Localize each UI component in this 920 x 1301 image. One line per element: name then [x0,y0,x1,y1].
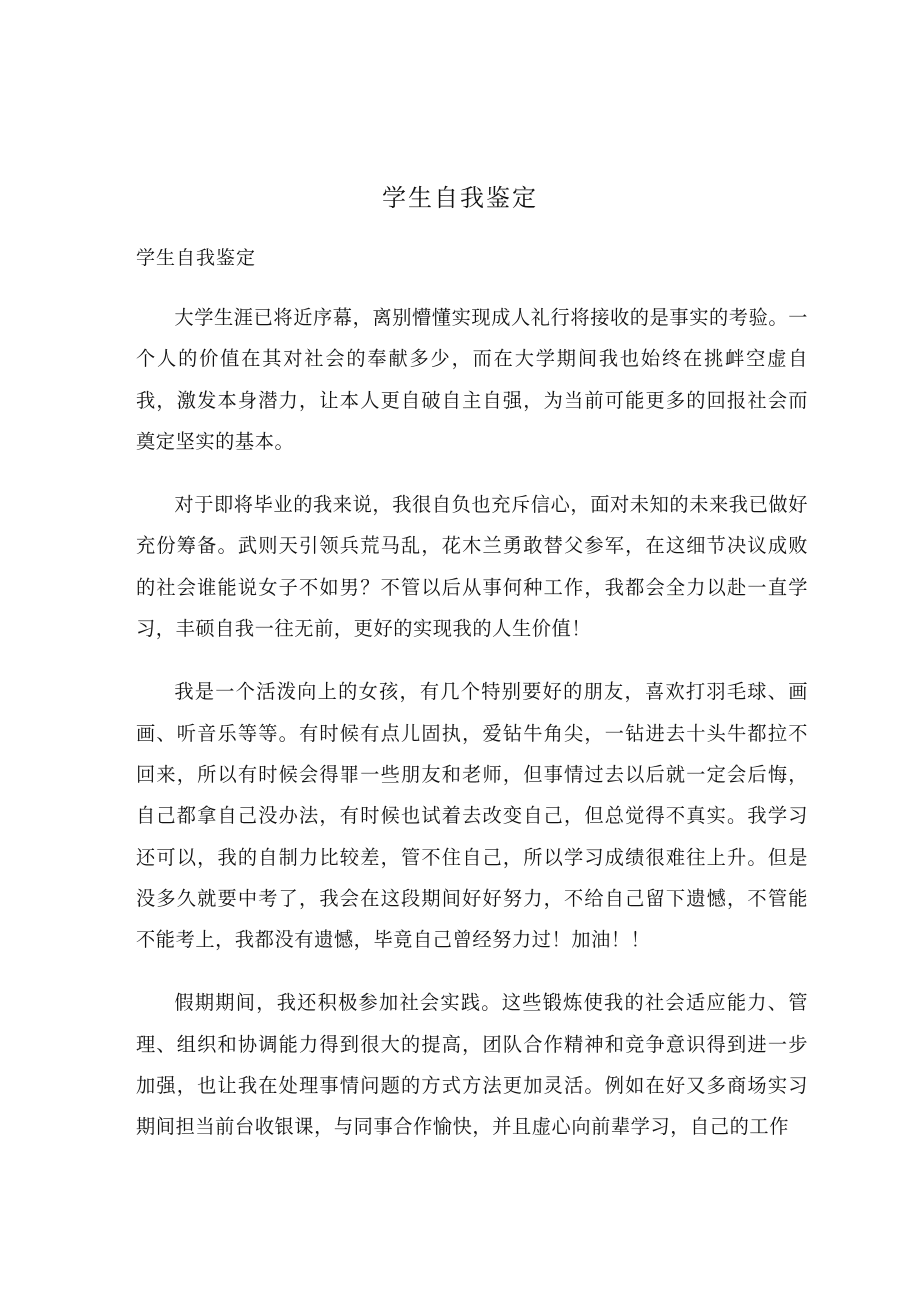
paragraph: 大学生涯已将近序幕，离别懵懂实现成人礼行将接收的是事实的考验。一个人的价值在其对社会的奉献多少，而在大学期间我也始终在挑衅空虚自我，激发本身潜力，让本人更自破自主自强，为当前可能更多的回报社会而奠定坚实的基本。 [136,306,808,453]
document-subtitle: 学生自我鉴定 [136,247,257,269]
paragraph: 我是一个活泼向上的女孩，有几个特别要好的朋友，喜欢打羽毛球、画画、听音乐等等。有时候有点儿固执，爱钻牛角尖，一钻进去十头牛都拉不回来，所以有时候会得罪一些朋友和老师，但事情过去以后就一定会后悔，自己都拿自己没办法，有时候也试着去改变自己，但总觉得不真实。我学习还可以，我的自制力比较差，管不住自己，所以学习成绩很难往上升。但是没多久就要中考了，我会在这段期间好好努力，不给自己留下遗憾，不管能不能考上，我都没有遗憾，毕竟自己曾经努力过！加油！！ [136,680,808,952]
document-title: 学生自我鉴定 [382,184,538,212]
paragraph: 假期期间，我还积极参加社会实践。这些锻炼使我的社会适应能力、管理、组织和协调能力得到很大的提高，团队合作精神和竞争意识得到进一步加强，也让我在处理事情问题的方式方法更加灵活。例如在好又多商场实习期间担当前台收银课，与同事合作愉快，并且虚心向前辈学习，自己的工作 [136,991,808,1139]
document-body [136,297,808,1170]
paragraph: 对于即将毕业的我来说，我很自负也充斥信心，面对未知的未来我已做好充份筹备。武则天引领兵荒马乱，花木兰勇敢替父参军，在这细节决议成败的社会谁能说女子不如男？不管以后从事何种工作，我都会全力以赴一直学习，丰硕自我一往无前，更好的实现我的人生价值！ [136,493,808,641]
